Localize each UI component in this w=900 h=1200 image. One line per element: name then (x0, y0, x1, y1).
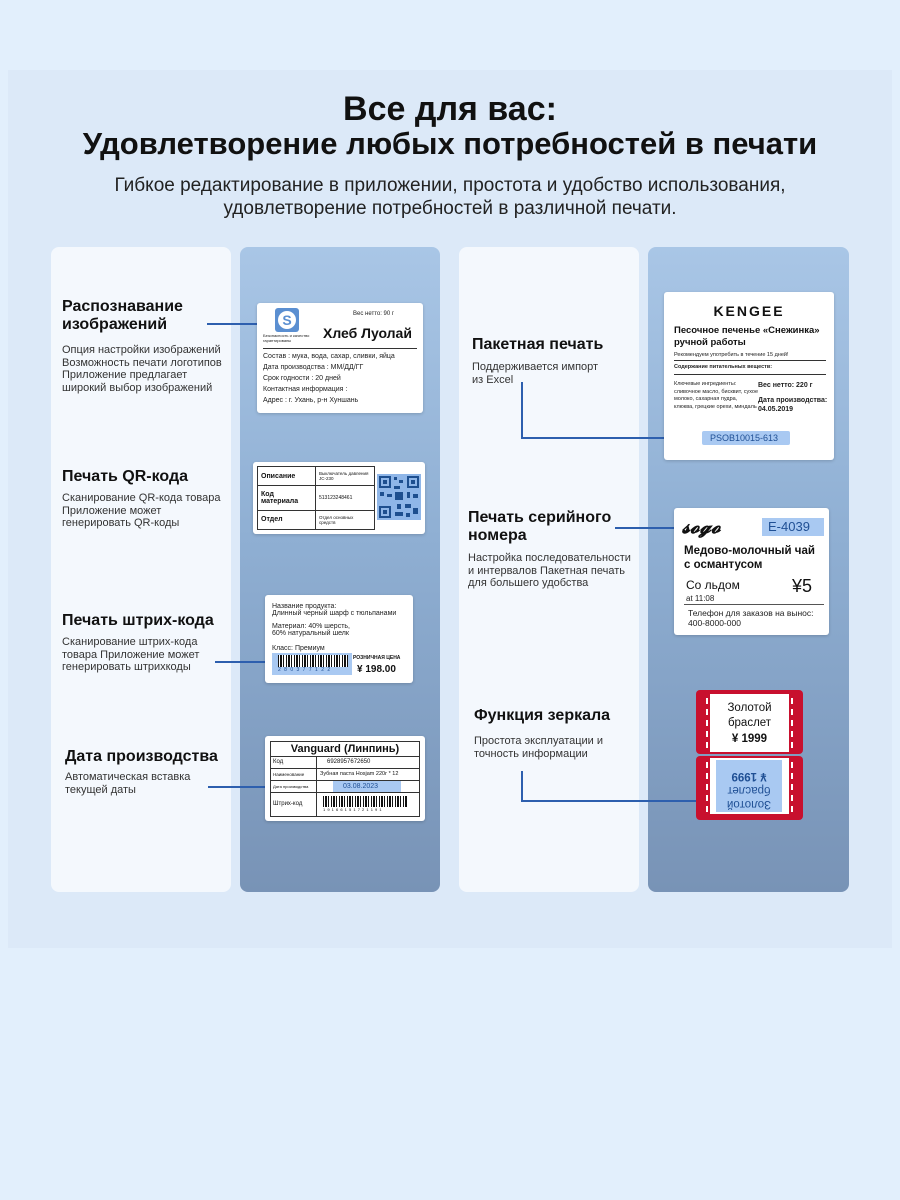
bread-name: Хлеб Луолай (323, 325, 412, 341)
logo-caption: Безопасность и качество гарантированы (263, 333, 310, 343)
connector-line (521, 382, 523, 438)
ornament-left (696, 698, 708, 748)
date-row3-key: Дата производства (271, 781, 317, 792)
label-batch (664, 292, 834, 460)
feature-title-serial: Печать серийного номера (468, 509, 612, 544)
qr-row2-val: 513123248461 (316, 486, 375, 511)
qr-code-icon (377, 474, 421, 520)
divider (263, 348, 417, 349)
bracelet-price-mirrored: ¥ 1999 (731, 770, 767, 782)
bracelet-line2: браслет (727, 717, 772, 729)
divider (684, 604, 824, 605)
cookie-nutrition: Содержание питательных веществ: (674, 364, 773, 370)
label-barcode (265, 595, 413, 683)
feature-desc-qr: Сканирование QR-кода товара Приложение может генерировать QR-коды (62, 492, 221, 529)
kengee-logo: KENGEE (713, 303, 785, 319)
ornament-left (696, 762, 708, 812)
date-row4-key: Штрих-код (271, 793, 317, 816)
barcode-icon (323, 796, 408, 807)
feature-desc-mirror: Простота эксплуатации и точность информации (474, 735, 604, 760)
feature-desc-barcode: Сканирование штрих-кода товара Приложение может генерировать штрихкоды (62, 636, 200, 673)
tea-price: ¥5 (792, 576, 813, 596)
bread-shelf-life: Срок годности : 20 дней (263, 375, 341, 382)
date-row2-val: Зубная паста Hosjam 220г * 12 (320, 771, 399, 777)
label-serial (674, 508, 829, 635)
feature-title-image-recognition: Распознавание изображений (62, 298, 183, 333)
feature-desc-date: Автоматическая вставка текущей даты (65, 771, 191, 796)
date-barcode-digits: 1 9 1 6 6 1 5 1 7 2 1 1 9 1 (323, 807, 383, 812)
bracelet-line1: Золотой (727, 702, 772, 714)
feature-desc-batch: Поддерживается импорт из Excel (472, 361, 599, 386)
tea-phone-label: Телефон для заказов на вынос: (688, 608, 814, 618)
scarf-barcode-digits: 2 8 0 3 7 7 1 2 2 (278, 667, 332, 673)
logo-s-icon: S (275, 308, 299, 332)
bracelet-price: ¥ 1999 (731, 733, 768, 745)
bread-production-date: Дата производства : ММ/ДД/ГГ (263, 364, 364, 371)
date-row1-val: 6928957672650 (327, 759, 371, 765)
date-row2-key: Наименование (271, 769, 317, 780)
batch-serial: PSOB10015-613 (702, 431, 790, 445)
barcode-icon (278, 655, 348, 667)
scarf-barcode-highlight (272, 653, 352, 675)
feature-title-date: Дата производства (65, 748, 218, 765)
label-qr (253, 462, 425, 534)
qr-row3-val: Отдел основных средств (316, 510, 375, 529)
scarf-price-label: РОЗНИЧНАЯ ЦЕНА (353, 655, 401, 661)
page-subtitle: Гибкое редактирование в приложении, простота и удобство использования, удовлетворение потребностей в различной печати. (114, 175, 786, 219)
bread-address: Адрес : г. Ухань, р-н Хуншань (263, 397, 359, 404)
cookie-recommend: Рекомендуем употребить в течение 15 дней! (674, 352, 789, 358)
ornament-right (791, 762, 803, 812)
label-date (265, 736, 425, 821)
ornament-right (791, 698, 803, 748)
bracelet-line1-mirrored: Золотой (726, 798, 772, 810)
bread-net-weight: Вес нетто: 90 г (353, 311, 395, 317)
tea-time: at 11:08 (686, 594, 715, 603)
tea-phone: 400-8000-000 (688, 618, 741, 628)
feature-desc-serial: Настройка последовательности и интервалов Пакетная печать для большего удобства (468, 552, 631, 589)
tea-name: Медово-молочный чай с османтусом (684, 545, 815, 571)
divider (674, 360, 826, 361)
cookie-date-label: Дата производства: (758, 397, 828, 404)
qr-row1-val: Выключатель давления JC-230 (316, 467, 375, 486)
scarf-class: Класс: Премиум (272, 645, 325, 652)
cookie-net-weight: Вес нетто: 220 г (758, 382, 813, 389)
bread-contact: Контактная информация : (263, 386, 348, 393)
toothpaste-brand: Vanguard (Линпинь) (271, 742, 419, 757)
scarf-name-label: Название продукта: (272, 603, 337, 610)
mirror-flipped-area (716, 760, 782, 812)
qr-row1-key: Описание (258, 467, 316, 486)
cookie-ingredients: Ключевые ингредиенты: сливочное масло, бисквит, сухое молоко, сахарная пудра, клюква, грецкие орехи, миндаль (674, 381, 758, 410)
feature-desc-image-recognition: Опция настройки изображений Возможность печати логотипов Приложение предлагает широкий выбор изображений (62, 344, 222, 394)
serial-number: E-4039 (762, 518, 824, 536)
scarf-price: ¥ 198.00 (357, 664, 396, 675)
feature-title-batch: Пакетная печать (472, 336, 604, 353)
cookie-date: 04.05.2019 (758, 406, 794, 413)
tea-option: Со льдом (686, 578, 740, 592)
qr-row3-key: Отдел (258, 510, 316, 529)
feature-title-barcode: Печать штрих-кода (62, 612, 214, 629)
label-mirror (696, 690, 803, 820)
sogo-logo: 𝓼𝓸𝓰𝓸 (682, 514, 721, 538)
qr-row2-key: Код материала (258, 486, 316, 511)
cookie-name: Песочное печенье «Снежинка» ручной работы (674, 325, 820, 348)
page-title-line2: Удовлетворение любых потребностей в печати (82, 126, 818, 161)
divider (674, 374, 826, 375)
connector-line (521, 771, 523, 801)
label-bread (257, 303, 423, 413)
page-title: Все для вас: (343, 90, 557, 128)
date-row1-key: Код (271, 757, 317, 768)
bracelet-line2-mirrored: браслет (727, 784, 771, 796)
feature-title-mirror: Функция зеркала (474, 707, 611, 724)
scarf-material-label: Материал: 40% шерсть, (272, 623, 350, 630)
bread-composition: Состав : мука, вода, сахар, сливки, яйца (263, 353, 395, 360)
feature-title-qr: Печать QR-кода (62, 468, 189, 485)
scarf-material-value: 60% натуральный шелк (272, 630, 349, 637)
date-row3-val: 03.08.2023 (333, 781, 401, 792)
scarf-name-value: Длинный черный шарф с тюльпанами (272, 610, 397, 617)
